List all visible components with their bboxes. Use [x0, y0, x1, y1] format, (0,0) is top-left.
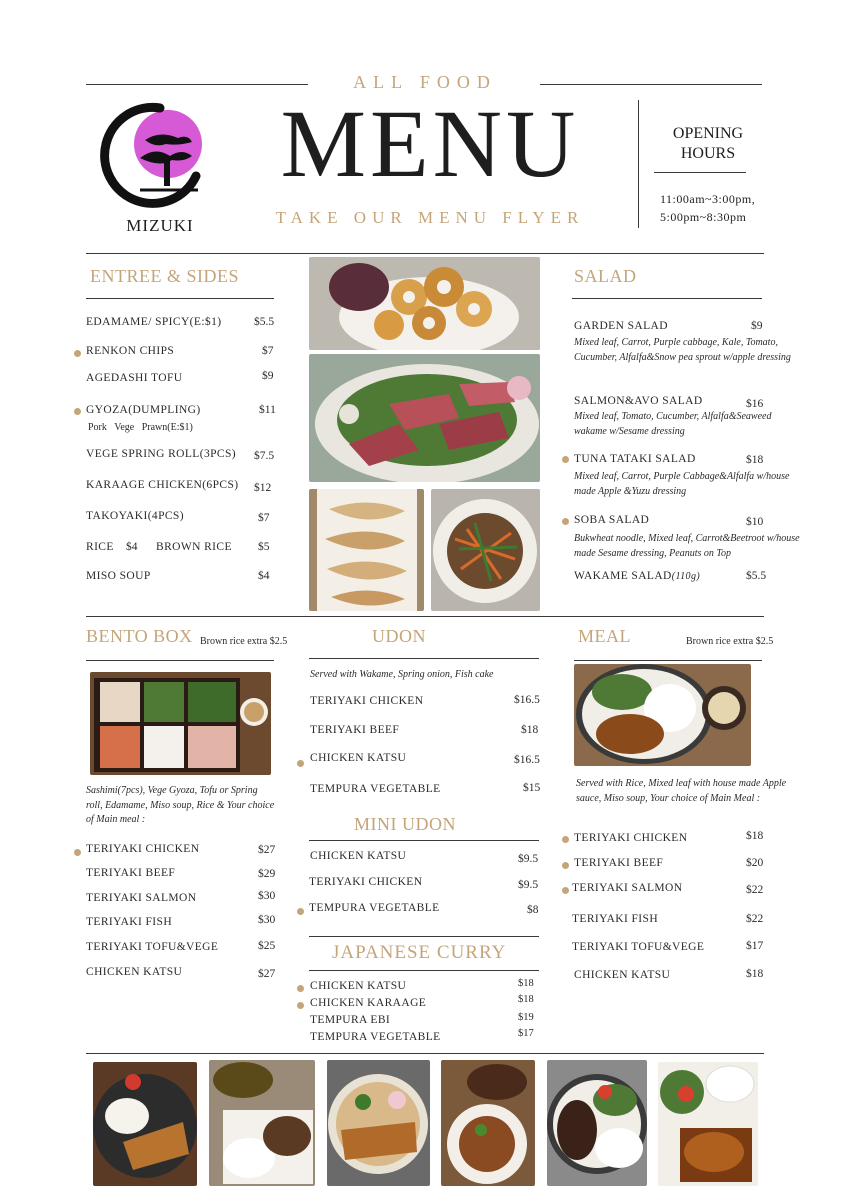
menu-item-price: $30 — [258, 890, 276, 902]
opening-hours-title: OPENING HOURS — [672, 125, 744, 162]
bento-note: Brown rice extra $2.5 — [200, 636, 288, 647]
menu-item-name: TERIYAKI CHICKEN — [574, 832, 688, 844]
menu-item-price: $7 — [262, 345, 274, 357]
menu-item-name: TERIYAKI FISH — [572, 913, 659, 925]
menu-item-name: TAKOYAKI(4PCS) — [86, 510, 184, 522]
menu-item-name: KARAAGE CHICKEN(6PCS) — [86, 479, 239, 491]
menu-item-price: $17 — [746, 940, 764, 952]
meal-photo — [574, 664, 751, 766]
menu-item-price: $12 — [254, 482, 272, 494]
mini-udon-rule — [309, 840, 539, 841]
entree-rule — [86, 298, 274, 299]
karaage-curry-photo — [441, 1060, 535, 1186]
menu-item-name: TERIYAKI CHICKEN — [86, 843, 200, 855]
meal-rule — [574, 660, 762, 661]
menu-item-price: $18 — [521, 724, 539, 736]
menu-item-name: TERIYAKI CHICKEN — [309, 876, 423, 888]
menu-item-name: TERIYAKI SALMON — [572, 882, 683, 894]
menu-item-price: $30 — [258, 914, 276, 926]
menu-item-price: $18 — [746, 968, 764, 980]
menu-item-price: $16 — [746, 398, 764, 410]
menu-item-price: $27 — [258, 968, 276, 980]
menu-item-name: CHICKEN KATSU — [310, 850, 407, 862]
menu-item-price: $17 — [518, 1028, 534, 1039]
recommended-dot — [562, 836, 569, 843]
renkon-chips-photo — [309, 257, 540, 350]
bento-title: BENTO BOX — [86, 626, 193, 646]
menu-item-name: TEMPURA VEGETABLE — [310, 783, 441, 795]
menu-item-name: TERIYAKI CHICKEN — [310, 695, 424, 707]
menu-item-price: $9 — [262, 370, 274, 382]
bento-description: Sashimi(7pcs), Vege Gyoza, Tofu or Spring roll, Edamame, Miso soup, Rice & Your choice of Main meal : — [86, 785, 275, 825]
menu-item-price: $9 — [751, 320, 763, 332]
all-food-label: ALL FOOD — [353, 72, 497, 92]
menu-item-price: $16.5 — [514, 754, 540, 766]
bonsai-logo-icon — [100, 98, 210, 208]
menu-item-name: CHICKEN KATSU — [310, 752, 407, 764]
recommended-dot — [562, 456, 569, 463]
meal-note: Brown rice extra $2.5 — [686, 636, 774, 647]
katsu-udon-photo — [327, 1060, 430, 1186]
opening-hours-line-1: 11:00am~3:00pm, — [660, 192, 756, 206]
header-bottom-rule — [86, 253, 764, 254]
curry-bento-photo — [209, 1060, 315, 1186]
menu-item-name: TEMPURA VEGETABLE — [309, 902, 440, 914]
menu-item-price: $20 — [746, 857, 764, 869]
menu-item-name: TEMPURA EBI — [310, 1014, 391, 1026]
salad-rule — [572, 298, 762, 299]
recommended-dot — [297, 760, 304, 767]
menu-item-name: RENKON CHIPS — [86, 345, 175, 357]
menu-item-name: TERIYAKI TOFU&VEGE — [572, 941, 705, 953]
menu-item-name: VEGE SPRING ROLL(3PCS) — [86, 448, 237, 460]
menu-item-name: TERIYAKI TOFU&VEGE — [86, 941, 219, 953]
menu-item-name: GARDEN SALAD — [574, 320, 668, 332]
teriyaki-bento-photo — [658, 1062, 758, 1186]
meal-description: Served with Rice, Mixed leaf with house made Apple sauce, Miso soup, Your choice of Main Meal : — [576, 778, 787, 804]
menu-item-price: $18 — [518, 994, 534, 1005]
brand-name: MIZUKI — [126, 216, 194, 235]
menu-item-name: CHICKEN KATSU — [574, 969, 671, 981]
menu-item-name: TERIYAKI BEEF — [574, 857, 664, 869]
menu-item-price: $18 — [518, 978, 534, 989]
entree-title: ENTREE & SIDES — [90, 266, 239, 286]
udon-title: UDON — [372, 626, 426, 646]
menu-item-price: $22 — [746, 913, 764, 925]
menu-item-price: $4 — [126, 541, 138, 553]
header-rule-right — [540, 84, 762, 85]
menu-item-name — [574, 570, 700, 582]
menu-item-price: $9.5 — [518, 853, 539, 865]
footer-rule — [86, 1053, 764, 1054]
menu-item-description: Mixed leaf, Carrot, Purple cabbage, Kale, Tomato, Cucumber, Alfalfa&Snow pea sprout w/apple dressing — [574, 337, 791, 363]
menu-item-name: TERIYAKI FISH — [86, 916, 173, 928]
menu-item-name: TERIYAKI BEEF — [310, 724, 400, 736]
menu-item-name: BROWN RICE — [156, 541, 232, 553]
tuna-tataki-photo — [309, 354, 540, 482]
page-title: MENU — [280, 90, 580, 197]
meal-title: MEAL — [578, 626, 631, 646]
menu-item-description: Bukwheat noodle, Mixed leaf, Carrot&Beetroot w/house made Sesame dressing, Peanuts on Top — [574, 533, 800, 559]
menu-item-name: CHICKEN KATSU — [86, 966, 183, 978]
middle-rule — [86, 616, 764, 617]
header-divider — [638, 100, 639, 228]
menu-item-name: TERIYAKI SALMON — [86, 892, 197, 904]
menu-item-price: $27 — [258, 844, 276, 856]
curry-top-rule — [309, 936, 539, 937]
menu-item-price: $18 — [746, 830, 764, 842]
udon-note: Served with Wakame, Spring onion, Fish cake — [310, 669, 494, 680]
beef-meal-photo — [547, 1060, 647, 1186]
menu-item-price: $25 — [258, 940, 276, 952]
menu-item-price: $9.5 — [518, 879, 539, 891]
menu-item-name: TERIYAKI BEEF — [86, 867, 176, 879]
recommended-dot — [297, 1002, 304, 1009]
menu-item-price: $4 — [258, 570, 270, 582]
recommended-dot — [562, 518, 569, 525]
opening-hours-line-2: 5:00pm~8:30pm — [660, 210, 747, 224]
hours-rule — [654, 172, 746, 173]
katsu-curry-photo — [93, 1062, 197, 1186]
recommended-dot — [562, 862, 569, 869]
menu-item-name: AGEDASHI TOFU — [86, 372, 183, 384]
header-rule-left — [86, 84, 308, 85]
menu-item-price: $5.5 — [254, 316, 275, 328]
curry-rule — [309, 970, 539, 971]
menu-item-name: EDAMAME/ SPICY(E:$1) — [86, 316, 222, 328]
menu-item-price: $5 — [258, 541, 270, 553]
menu-item-name: SOBA SALAD — [574, 514, 650, 526]
menu-item-name: CHICKEN KARAAGE — [310, 997, 427, 1009]
menu-item-name: GYOZA(DUMPLING) — [86, 404, 201, 416]
menu-item-description: Mixed leaf, Carrot, Purple Cabbage&Alfalfa w/house made Apple &Yuzu dressing — [574, 471, 790, 497]
mini-udon-title: MINI UDON — [354, 814, 456, 834]
menu-item-name: TEMPURA VEGETABLE — [310, 1031, 441, 1043]
mizuki-logo — [100, 98, 210, 208]
menu-item-name: CHICKEN KATSU — [310, 980, 407, 992]
recommended-dot — [562, 887, 569, 894]
recommended-dot — [297, 985, 304, 992]
udon-rule — [309, 658, 539, 659]
page-subtitle: TAKE OUR MENU FLYER — [275, 208, 585, 227]
menu-item-price: $22 — [746, 884, 764, 896]
menu-item-price: $11 — [259, 404, 276, 416]
bento-rule — [86, 660, 274, 661]
menu-item-name: RICE — [86, 541, 114, 553]
recommended-dot — [297, 908, 304, 915]
gyoza-options: Pork Vege Prawn(E:$1) — [88, 422, 193, 433]
recommended-dot — [74, 408, 81, 415]
menu-item-name: MISO SOUP — [86, 570, 151, 582]
recommended-dot — [74, 350, 81, 357]
gyoza-photo — [309, 489, 424, 611]
menu-item-description: Mixed leaf, Tomato, Cucumber, Alfalfa&Seaweed wakame w/Sesame dressing — [574, 411, 772, 437]
menu-item-price: $18 — [746, 454, 764, 466]
menu-item-price: $7 — [258, 512, 270, 524]
menu-item-price: $16.5 — [514, 694, 540, 706]
recommended-dot — [74, 849, 81, 856]
salad-title: SALAD — [574, 266, 637, 286]
menu-item-price: $8 — [527, 904, 539, 916]
menu-item-price: $7.5 — [254, 450, 275, 462]
curry-title: JAPANESE CURRY — [332, 942, 507, 963]
menu-item-label: WAKAME SALAD — [574, 570, 672, 582]
menu-item-price: $10 — [746, 516, 764, 528]
menu-item-name: SALMON&AVO SALAD — [574, 395, 703, 407]
menu-item-size: (110g) — [671, 571, 701, 582]
soba-salad-photo — [431, 489, 540, 611]
menu-item-name: TUNA TATAKI SALAD — [574, 453, 696, 465]
menu-item-price: $15 — [523, 782, 541, 794]
bento-box-photo — [90, 672, 271, 775]
menu-item-price: $5.5 — [746, 570, 767, 582]
menu-item-price: $29 — [258, 868, 276, 880]
menu-item-price: $19 — [518, 1012, 534, 1023]
